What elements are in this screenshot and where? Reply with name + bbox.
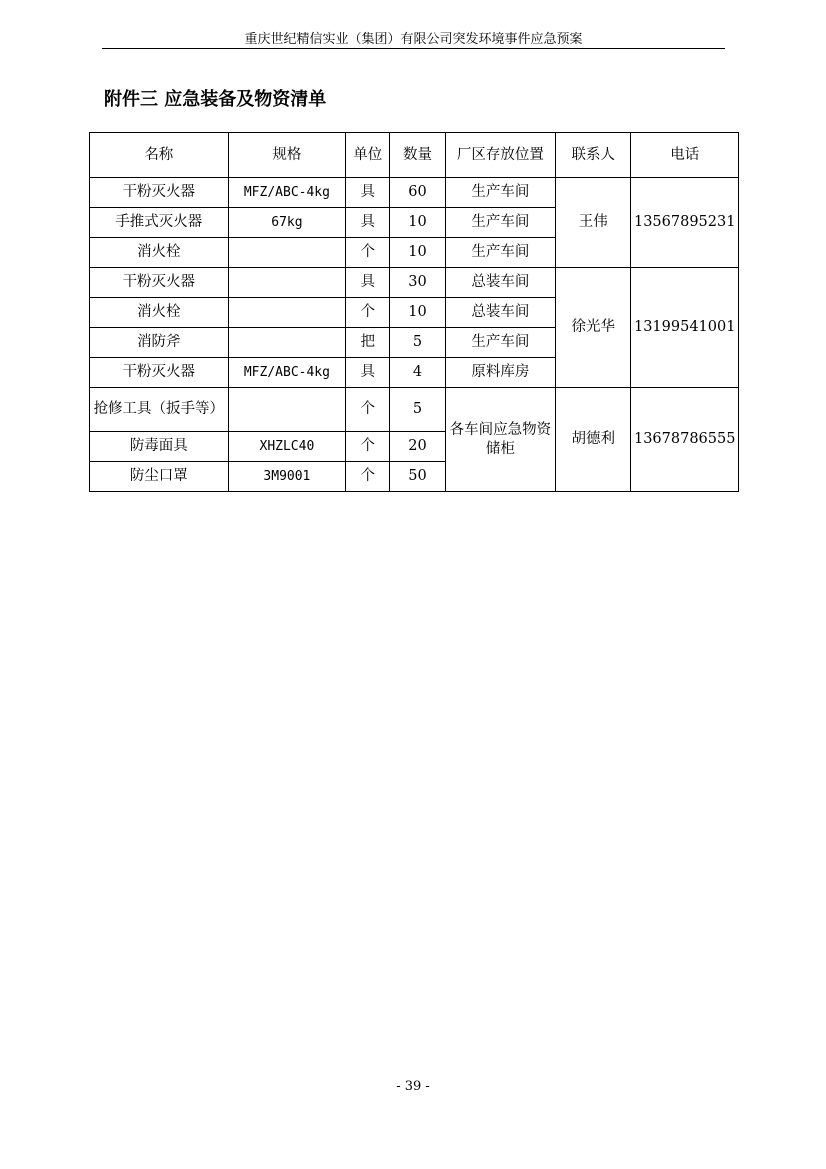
contact-name: 徐光华 [556, 268, 631, 388]
column-header-contact: 联系人 [556, 133, 631, 178]
item-spec [228, 238, 346, 268]
item-qty: 60 [390, 178, 445, 208]
item-location: 总装车间 [445, 298, 556, 328]
item-qty: 4 [390, 358, 445, 388]
item-spec: MFZ/ABC-4kg [228, 358, 346, 388]
item-spec: MFZ/ABC-4kg [228, 178, 346, 208]
column-header-spec: 规格 [228, 133, 346, 178]
item-location: 原料库房 [445, 358, 556, 388]
item-name: 干粉灭火器 [90, 358, 229, 388]
section-title: 附件三 应急装备及物资清单 [104, 89, 327, 110]
item-location: 生产车间 [445, 328, 556, 358]
contact-phone: 13567895231 [631, 178, 739, 268]
item-unit: 个 [346, 238, 390, 268]
column-header-location: 厂区存放位置 [445, 133, 556, 178]
item-unit: 把 [346, 328, 390, 358]
item-location: 生产车间 [445, 238, 556, 268]
page-number: - 39 - [396, 1079, 430, 1094]
contact-name: 王伟 [556, 178, 631, 268]
item-location: 生产车间 [445, 178, 556, 208]
item-spec [228, 298, 346, 328]
inventory-table [89, 132, 739, 492]
table-header-row [90, 133, 739, 178]
item-name: 消火栓 [90, 298, 229, 328]
table-row [90, 268, 739, 298]
page-header: 重庆世纪精信实业（集团）有限公司突发环境事件应急预案 [244, 32, 583, 47]
table-row [90, 178, 739, 208]
item-unit: 具 [346, 358, 390, 388]
item-location: 总装车间 [445, 268, 556, 298]
item-unit: 具 [346, 208, 390, 238]
item-name: 防尘口罩 [90, 462, 229, 492]
header-rule [102, 48, 725, 49]
item-unit: 个 [346, 432, 390, 462]
item-name: 干粉灭火器 [90, 268, 229, 298]
item-unit: 个 [346, 388, 390, 432]
item-spec [228, 388, 346, 432]
item-name: 消防斧 [90, 328, 229, 358]
item-spec: 67kg [228, 208, 346, 238]
shared-location: 各车间应急物资储柜 [445, 388, 556, 492]
item-qty: 50 [390, 462, 445, 492]
item-name: 手推式灭火器 [90, 208, 229, 238]
item-name: 抢修工具（扳手等） [90, 388, 229, 432]
item-unit: 具 [346, 178, 390, 208]
item-name: 干粉灭火器 [90, 178, 229, 208]
item-qty: 5 [390, 388, 445, 432]
contact-phone: 13199541001 [631, 268, 739, 388]
item-qty: 10 [390, 298, 445, 328]
contact-phone: 13678786555 [631, 388, 739, 492]
item-unit: 具 [346, 268, 390, 298]
table-row [90, 388, 739, 432]
item-qty: 20 [390, 432, 445, 462]
item-name: 防毒面具 [90, 432, 229, 462]
contact-name: 胡德利 [556, 388, 631, 492]
item-spec [228, 268, 346, 298]
item-location: 生产车间 [445, 208, 556, 238]
column-header-phone: 电话 [631, 133, 739, 178]
item-qty: 30 [390, 268, 445, 298]
item-spec: XHZLC40 [228, 432, 346, 462]
item-spec: 3M9001 [228, 462, 346, 492]
item-qty: 5 [390, 328, 445, 358]
item-unit: 个 [346, 298, 390, 328]
column-header-qty: 数量 [390, 133, 445, 178]
item-unit: 个 [346, 462, 390, 492]
item-spec [228, 328, 346, 358]
item-qty: 10 [390, 208, 445, 238]
item-name: 消火栓 [90, 238, 229, 268]
column-header-unit: 单位 [346, 133, 390, 178]
column-header-name: 名称 [90, 133, 229, 178]
item-qty: 10 [390, 238, 445, 268]
